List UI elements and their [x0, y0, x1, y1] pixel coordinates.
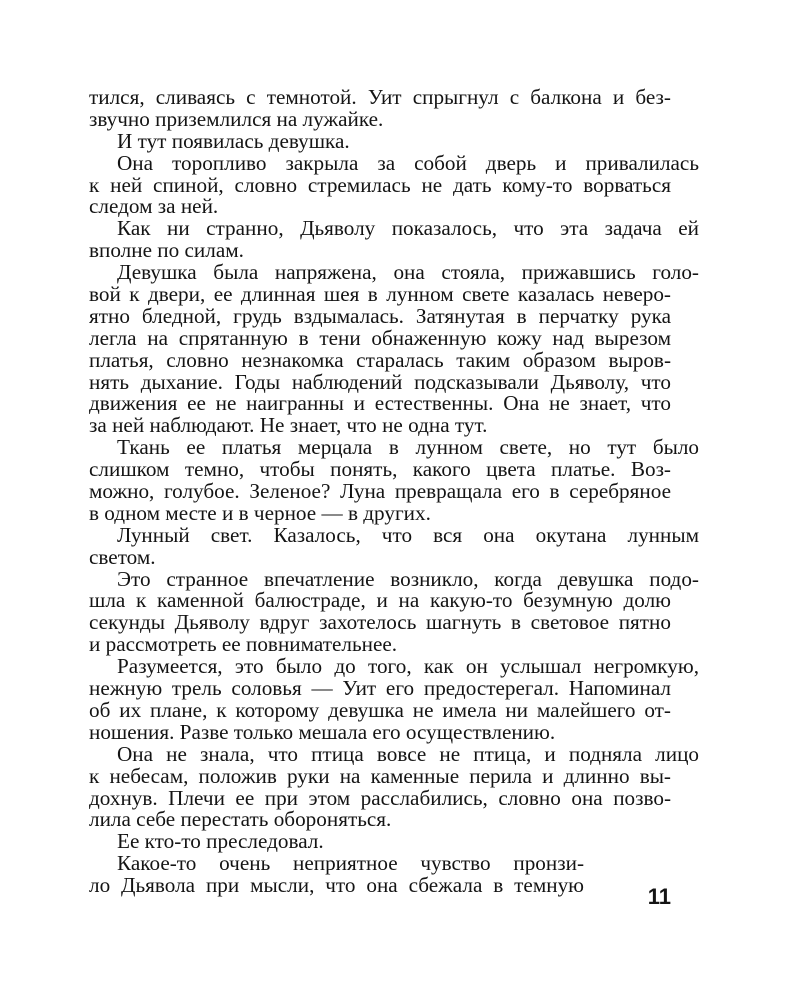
body-text [89, 85, 699, 898]
text-line: лила себе перестать обороняться. [89, 807, 392, 832]
text-line: Это странное впечатление возникло, когда девушка подо- [117, 566, 699, 591]
text-line: Она не знала, что птица вовсе не птица, и подняла лицо [117, 741, 699, 766]
text-line: к ней спиной, словно стремилась не дать кому-то ворваться [89, 172, 671, 197]
text-line: и рассмотреть ее повнимательнее. [89, 632, 398, 657]
text-line: за ней наблюдают. Не знает, что не одна тут. [89, 413, 488, 438]
text-line: Девушка была напряжена, она стояла, прижавшись голо- [117, 260, 699, 285]
text-line: Как ни странно, Дьяволу показалось, что эта задача ей [117, 216, 699, 241]
text-line: ятно бледной, грудь вздымалась. Затянутая в перчатку рука [89, 303, 671, 328]
text-line: секунды Дьяволу вдруг захотелось шагнуть в световое пятно [89, 610, 671, 635]
text-line: Лунный свет. Казалось, что вся она окутана лунным [117, 522, 699, 547]
text-line: платья, словно незнакомка старалась таким образом выров- [89, 347, 671, 372]
text-line: дохнув. Плечи ее при этом расслабились, словно она позво- [89, 785, 671, 810]
text-line: звучно приземлился на лужайке. [89, 106, 384, 131]
text-line: ношения. Разве только мешала его осуществлению. [89, 719, 556, 744]
text-line: Разумеется, это было до того, как он услышал негромкую, [117, 654, 699, 679]
text-line: легла на спрятанную в тени обнаженную кожу над вырезом [89, 325, 671, 350]
text-line: в одном месте и в черное — в других. [89, 500, 431, 525]
text-line: вой к двери, ее длинная шея в лунном свете казалась неверо- [89, 282, 671, 307]
text-line: Ткань ее платья мерцала в лунном свете, но тут было [117, 435, 699, 460]
text-line: следом за ней. [89, 194, 219, 219]
text-line: Какое-то очень неприятное чувство пронзи- [117, 851, 584, 876]
text-line: светом. [89, 544, 156, 569]
text-line: тился, сливаясь с темнотой. Уит спрыгнул с балкона и без- [89, 85, 671, 109]
text-line: Ее кто-то преследовал. [117, 829, 324, 854]
text-line: к небесам, положив руки на каменные перила и длинно вы- [89, 763, 671, 788]
text-line: шла к каменной балюстраде, и на какую-то безумную долю [89, 588, 671, 613]
text-line: нежную трель соловья — Уит его предостерегал. Напоминал [89, 676, 671, 701]
text-line: движения ее не наигранны и естественны. Она не знает, что [89, 391, 671, 416]
text-line: Она торопливо закрыла за собой дверь и привалилась [117, 150, 699, 175]
text-line: слишком темно, чтобы понять, какого цвета платье. Воз- [89, 457, 671, 482]
text-line: можно, голубое. Зеленое? Луна превращала его в серебряное [89, 479, 671, 504]
text-line: об их плане, к которому девушка не имела ни малейшего от- [89, 697, 671, 722]
text-line: И тут появилась девушка. [117, 128, 350, 153]
text-line: вполне по силам. [89, 238, 244, 263]
page-number: 11 [647, 884, 671, 909]
text-line: нять дыхание. Годы наблюдений подсказывали Дьяволу, что [89, 369, 671, 394]
text-line: ло Дьявола при мысли, что она сбежала в темную [89, 873, 584, 898]
